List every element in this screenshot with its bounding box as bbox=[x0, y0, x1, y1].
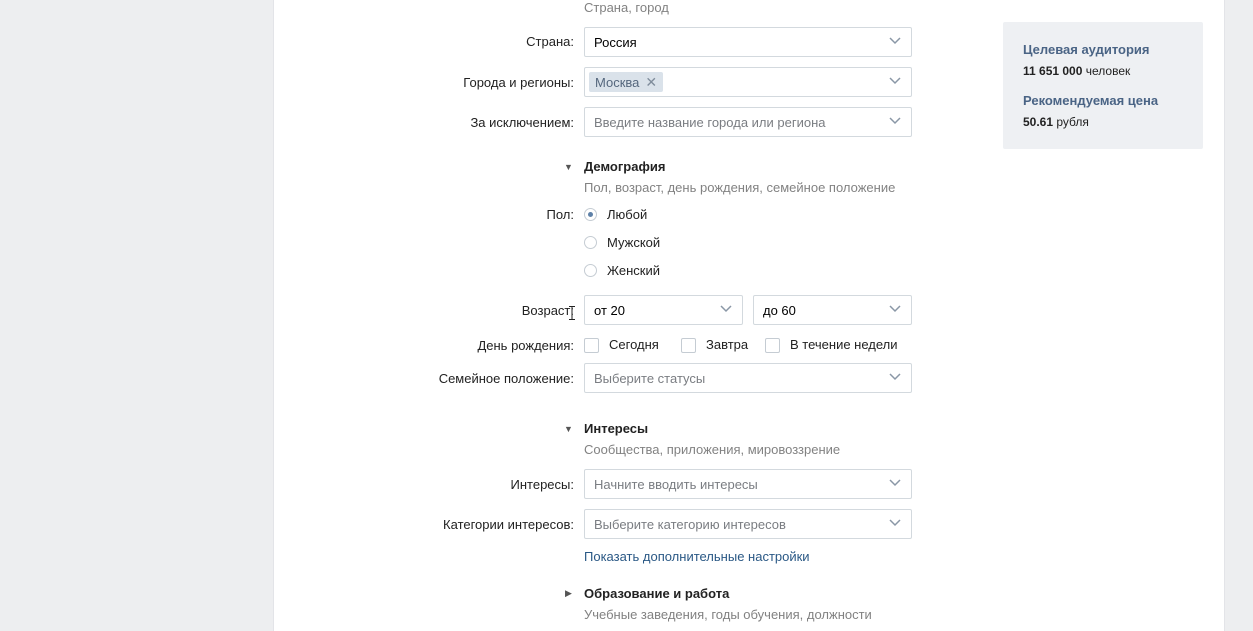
age-to-value: до 60 bbox=[763, 302, 796, 318]
age-from-value: от 20 bbox=[594, 302, 625, 318]
country-select[interactable] bbox=[584, 27, 912, 57]
family-placeholder: Выберите статусы bbox=[594, 370, 706, 386]
chevron-down-icon bbox=[889, 519, 901, 527]
cities-select[interactable] bbox=[584, 67, 912, 97]
categories-select[interactable] bbox=[584, 509, 912, 539]
categories-label: Категории интересов: bbox=[443, 517, 574, 532]
except-label: За исключением: bbox=[470, 115, 574, 130]
birthday-tomorrow-checkbox[interactable] bbox=[681, 338, 696, 353]
chevron-down-icon bbox=[889, 373, 901, 381]
demography-subtitle: Пол, возраст, день рождения, семейное положение bbox=[584, 180, 896, 195]
country-value: Россия bbox=[594, 34, 637, 50]
chevron-down-icon bbox=[889, 37, 901, 45]
interests-title[interactable]: Интересы bbox=[584, 421, 649, 436]
audience-unit: человек bbox=[1085, 64, 1131, 78]
audience-value: 11 651 000 bbox=[1023, 64, 1083, 78]
price-value: 50.61 bbox=[1023, 115, 1054, 129]
collapse-triangle-icon[interactable]: ▼ bbox=[564, 424, 573, 434]
age-to-select[interactable] bbox=[753, 295, 912, 325]
birthday-week-checkbox[interactable] bbox=[765, 338, 780, 353]
price-title: Рекомендуемая цена bbox=[1023, 93, 1159, 108]
demography-title[interactable]: Демография bbox=[584, 159, 666, 174]
birthday-tomorrow-label[interactable]: Завтра bbox=[706, 337, 749, 352]
interests-input[interactable] bbox=[584, 469, 912, 499]
chevron-down-icon bbox=[720, 305, 732, 313]
city-chip-label: Москва bbox=[595, 74, 640, 90]
close-icon[interactable]: ✕ bbox=[645, 73, 658, 90]
family-select[interactable] bbox=[584, 363, 912, 393]
categories-placeholder: Выберите категорию интересов bbox=[594, 516, 786, 532]
family-label: Семейное положение: bbox=[438, 371, 574, 386]
collapse-triangle-icon[interactable]: ▼ bbox=[564, 162, 573, 172]
chevron-down-icon bbox=[889, 305, 901, 313]
age-from-select[interactable] bbox=[584, 295, 743, 325]
interests-subtitle: Сообщества, приложения, мировоззрение bbox=[584, 442, 841, 457]
gender-radio-any[interactable] bbox=[584, 208, 597, 221]
audience-summary-panel bbox=[1003, 22, 1203, 149]
age-label: Возраст: bbox=[521, 303, 574, 318]
birthday-week-label[interactable]: В течение недели bbox=[790, 337, 898, 352]
geo-subtitle: Страна, город bbox=[584, 0, 669, 15]
birthday-today-label[interactable]: Сегодня bbox=[609, 337, 659, 352]
chevron-down-icon bbox=[889, 77, 901, 85]
except-placeholder: Введите название города или региона bbox=[594, 114, 826, 130]
gender-option-female[interactable]: Женский bbox=[607, 263, 660, 278]
text-cursor-icon bbox=[569, 306, 575, 320]
gender-radio-male[interactable] bbox=[584, 236, 597, 249]
birthday-label: День рождения: bbox=[477, 338, 574, 353]
gender-label: Пол: bbox=[546, 207, 574, 222]
price-unit: рубля bbox=[1056, 115, 1089, 129]
chevron-down-icon bbox=[889, 117, 901, 125]
chevron-down-icon bbox=[889, 479, 901, 487]
audience-count bbox=[1023, 64, 1130, 78]
expand-triangle-icon[interactable]: ▶ bbox=[565, 588, 572, 598]
gender-option-male[interactable]: Мужской bbox=[607, 235, 661, 250]
education-title[interactable]: Образование и работа bbox=[584, 586, 730, 601]
city-chip bbox=[589, 72, 663, 92]
education-subtitle: Учебные заведения, годы обучения, должности bbox=[584, 607, 872, 622]
except-select[interactable] bbox=[584, 107, 912, 137]
show-more-settings-link[interactable]: Показать дополнительные настройки bbox=[584, 549, 810, 564]
price bbox=[1023, 115, 1089, 129]
country-label: Страна: bbox=[526, 34, 574, 49]
birthday-today-checkbox[interactable] bbox=[584, 338, 599, 353]
gender-option-any[interactable]: Любой bbox=[607, 207, 648, 222]
gender-radio-female[interactable] bbox=[584, 264, 597, 277]
cities-label: Города и регионы: bbox=[463, 75, 574, 90]
audience-title: Целевая аудитория bbox=[1023, 42, 1150, 57]
interests-label: Интересы: bbox=[510, 477, 574, 492]
interests-placeholder: Начните вводить интересы bbox=[594, 476, 758, 492]
